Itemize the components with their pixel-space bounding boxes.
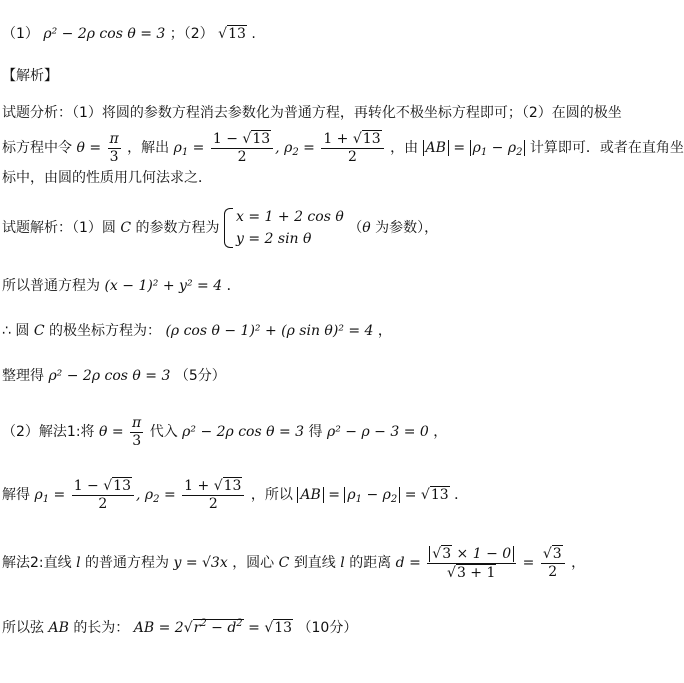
answer-equation-1: ρ² − 2ρ cos θ = 3: [43, 26, 166, 42]
equation: ρ² − ρ − 3 = 0: [327, 424, 429, 440]
text: 解法2:直线: [2, 555, 72, 571]
equation: y = √3x: [173, 555, 228, 571]
rho1-label: $\rho_1$ =: [173, 140, 205, 158]
analysis-line-2: 标方程中令 θ = $\frac{\pi}{3}$ ，解出 $\rho_1$ = $\frac{1 - √13}{2}$ , $\rho_2$ = $\frac{1 + √13}{2}$ ，由 AB = $\rho_1 - \rho_2$ 计算即可．或者在直角坐: [2, 130, 684, 165]
answer-sqrt-value: 13: [228, 26, 246, 42]
text: （: [348, 220, 363, 236]
part-label: （1）: [2, 26, 39, 42]
answer-line: [2, 24, 256, 44]
text: 计算即可．或者在直角坐: [529, 140, 684, 156]
system-row-2: y = 2 sin θ: [236, 231, 312, 247]
text: 试题解析：（1）圆: [2, 220, 116, 236]
text: 为参数），: [370, 220, 439, 236]
brace-icon: [224, 208, 233, 248]
punctuation: .: [251, 26, 256, 42]
text: ，所以: [250, 487, 293, 503]
fraction-rho2: $\frac{1 + √13}{2}$: [321, 130, 383, 166]
text: 的极坐标方程为：: [48, 323, 161, 339]
ab-abs-expression: AB = $\rho_1 - \rho_2$: [423, 140, 526, 156]
fraction-rho1: $\frac{1 - √13}{2}$: [72, 477, 134, 513]
separator: ；（2）: [169, 26, 214, 42]
solution-line-1: 试题解析：（1）圆 C 的参数方程为 x = 1 + 2 cos θ y = 2 sin θ （θ 为参数），: [2, 203, 438, 253]
system-row-1: x = 1 + 2 cos θ: [236, 209, 344, 225]
text: ∴ 圆: [2, 323, 30, 339]
solution-line-6: 解得 $\rho_1$ = $\frac{1 - √13}{2}$ , $\rho_2$ = $\frac{1 + √13}{2}$ ，所以 AB = $\rho_1 - \rho_2 = √13$ ．: [2, 478, 469, 512]
text: ，: [377, 323, 392, 339]
fraction-sqrt3-2: $\frac{√3}{2}$: [541, 545, 565, 581]
analysis-line-1: 试题分析：（1）将圆的参数方程消去参数化为普通方程，再转化不极坐标方程即可；（2）在圆的极坐: [2, 105, 622, 121]
text: 的长为：: [73, 620, 130, 636]
text: 所以弦: [2, 620, 44, 636]
fraction-distance: $\frac{√3 \times 1 - 0}{√3 + 1}$: [427, 545, 516, 582]
text: 得: [308, 424, 327, 440]
text: 所以普通方程为: [2, 278, 100, 294]
sqrt-symbol: √: [218, 26, 228, 42]
solution-line-4: [2, 366, 226, 386]
equation: (x − 1)² + y² = 4: [104, 278, 223, 294]
solution-line-3: ∴ 圆 C 的极坐标方程为： (ρ cos θ − 1)² + (ρ sin θ)² = 4 ，: [2, 323, 392, 339]
fraction-pi-3: $\frac{\pi}{3}$: [132, 414, 142, 449]
solution-line-5: （2）解法1:将 θ = $\frac{\pi}{3}$ 代入 ρ² − 2ρ cos θ = 3 得 ρ² − ρ − 3 = 0 ，: [2, 414, 448, 449]
solution-line-7: 解法2:直线 l 的普通方程为 y = √3x ，圆心 C 到直线 l 的距离 d = $\frac{√3 \times 1 - 0}{√3 + 1}$ = $\frac{√3}{2}$ ，: [2, 545, 586, 581]
fraction-rho1: $\frac{1 - √13}{2}$: [211, 130, 273, 166]
text: 的普通方程为: [85, 555, 174, 571]
section-heading: 【解析】: [2, 68, 58, 84]
text: ，由: [390, 140, 419, 156]
text: 的参数方程为: [135, 220, 220, 236]
text: 标方程中令: [2, 140, 72, 156]
fraction-pi-3: $\frac{\pi}{3}$: [109, 130, 119, 165]
text: ，解出: [127, 140, 170, 156]
parametric-system: [224, 206, 344, 250]
text: （2）解法1:将: [2, 424, 95, 440]
text: 整理得: [2, 368, 44, 384]
solution-line-8: 所以弦 AB 的长为： AB = $2√r^2 - d^2 = √13$ （10分）: [2, 618, 358, 636]
equation: ρ² − 2ρ cos θ = 3: [182, 424, 305, 440]
theta-eq: θ =: [76, 140, 102, 156]
text: ，: [433, 424, 448, 440]
text: ．: [226, 278, 241, 294]
text: 到直线: [293, 555, 336, 571]
text: 代入: [149, 424, 178, 440]
text: ，: [571, 555, 586, 571]
solution-line-2: [2, 276, 241, 296]
fraction-rho2: $\frac{1 + √13}{2}$: [182, 477, 244, 513]
text: （5分）: [174, 368, 226, 384]
equation: ρ² − 2ρ cos θ = 3: [48, 368, 171, 384]
text: ．: [454, 487, 469, 503]
text: （10分）: [297, 620, 358, 636]
analysis-line-3: 标中，由圆的性质用几何法求之．: [2, 170, 212, 186]
equation: (ρ cos θ − 1)² + (ρ sin θ)² = 4: [165, 323, 374, 339]
text: ，圆心: [232, 555, 275, 571]
text: 解得: [2, 487, 30, 503]
circle-c: C: [120, 220, 132, 236]
text: 的距离: [349, 555, 396, 571]
